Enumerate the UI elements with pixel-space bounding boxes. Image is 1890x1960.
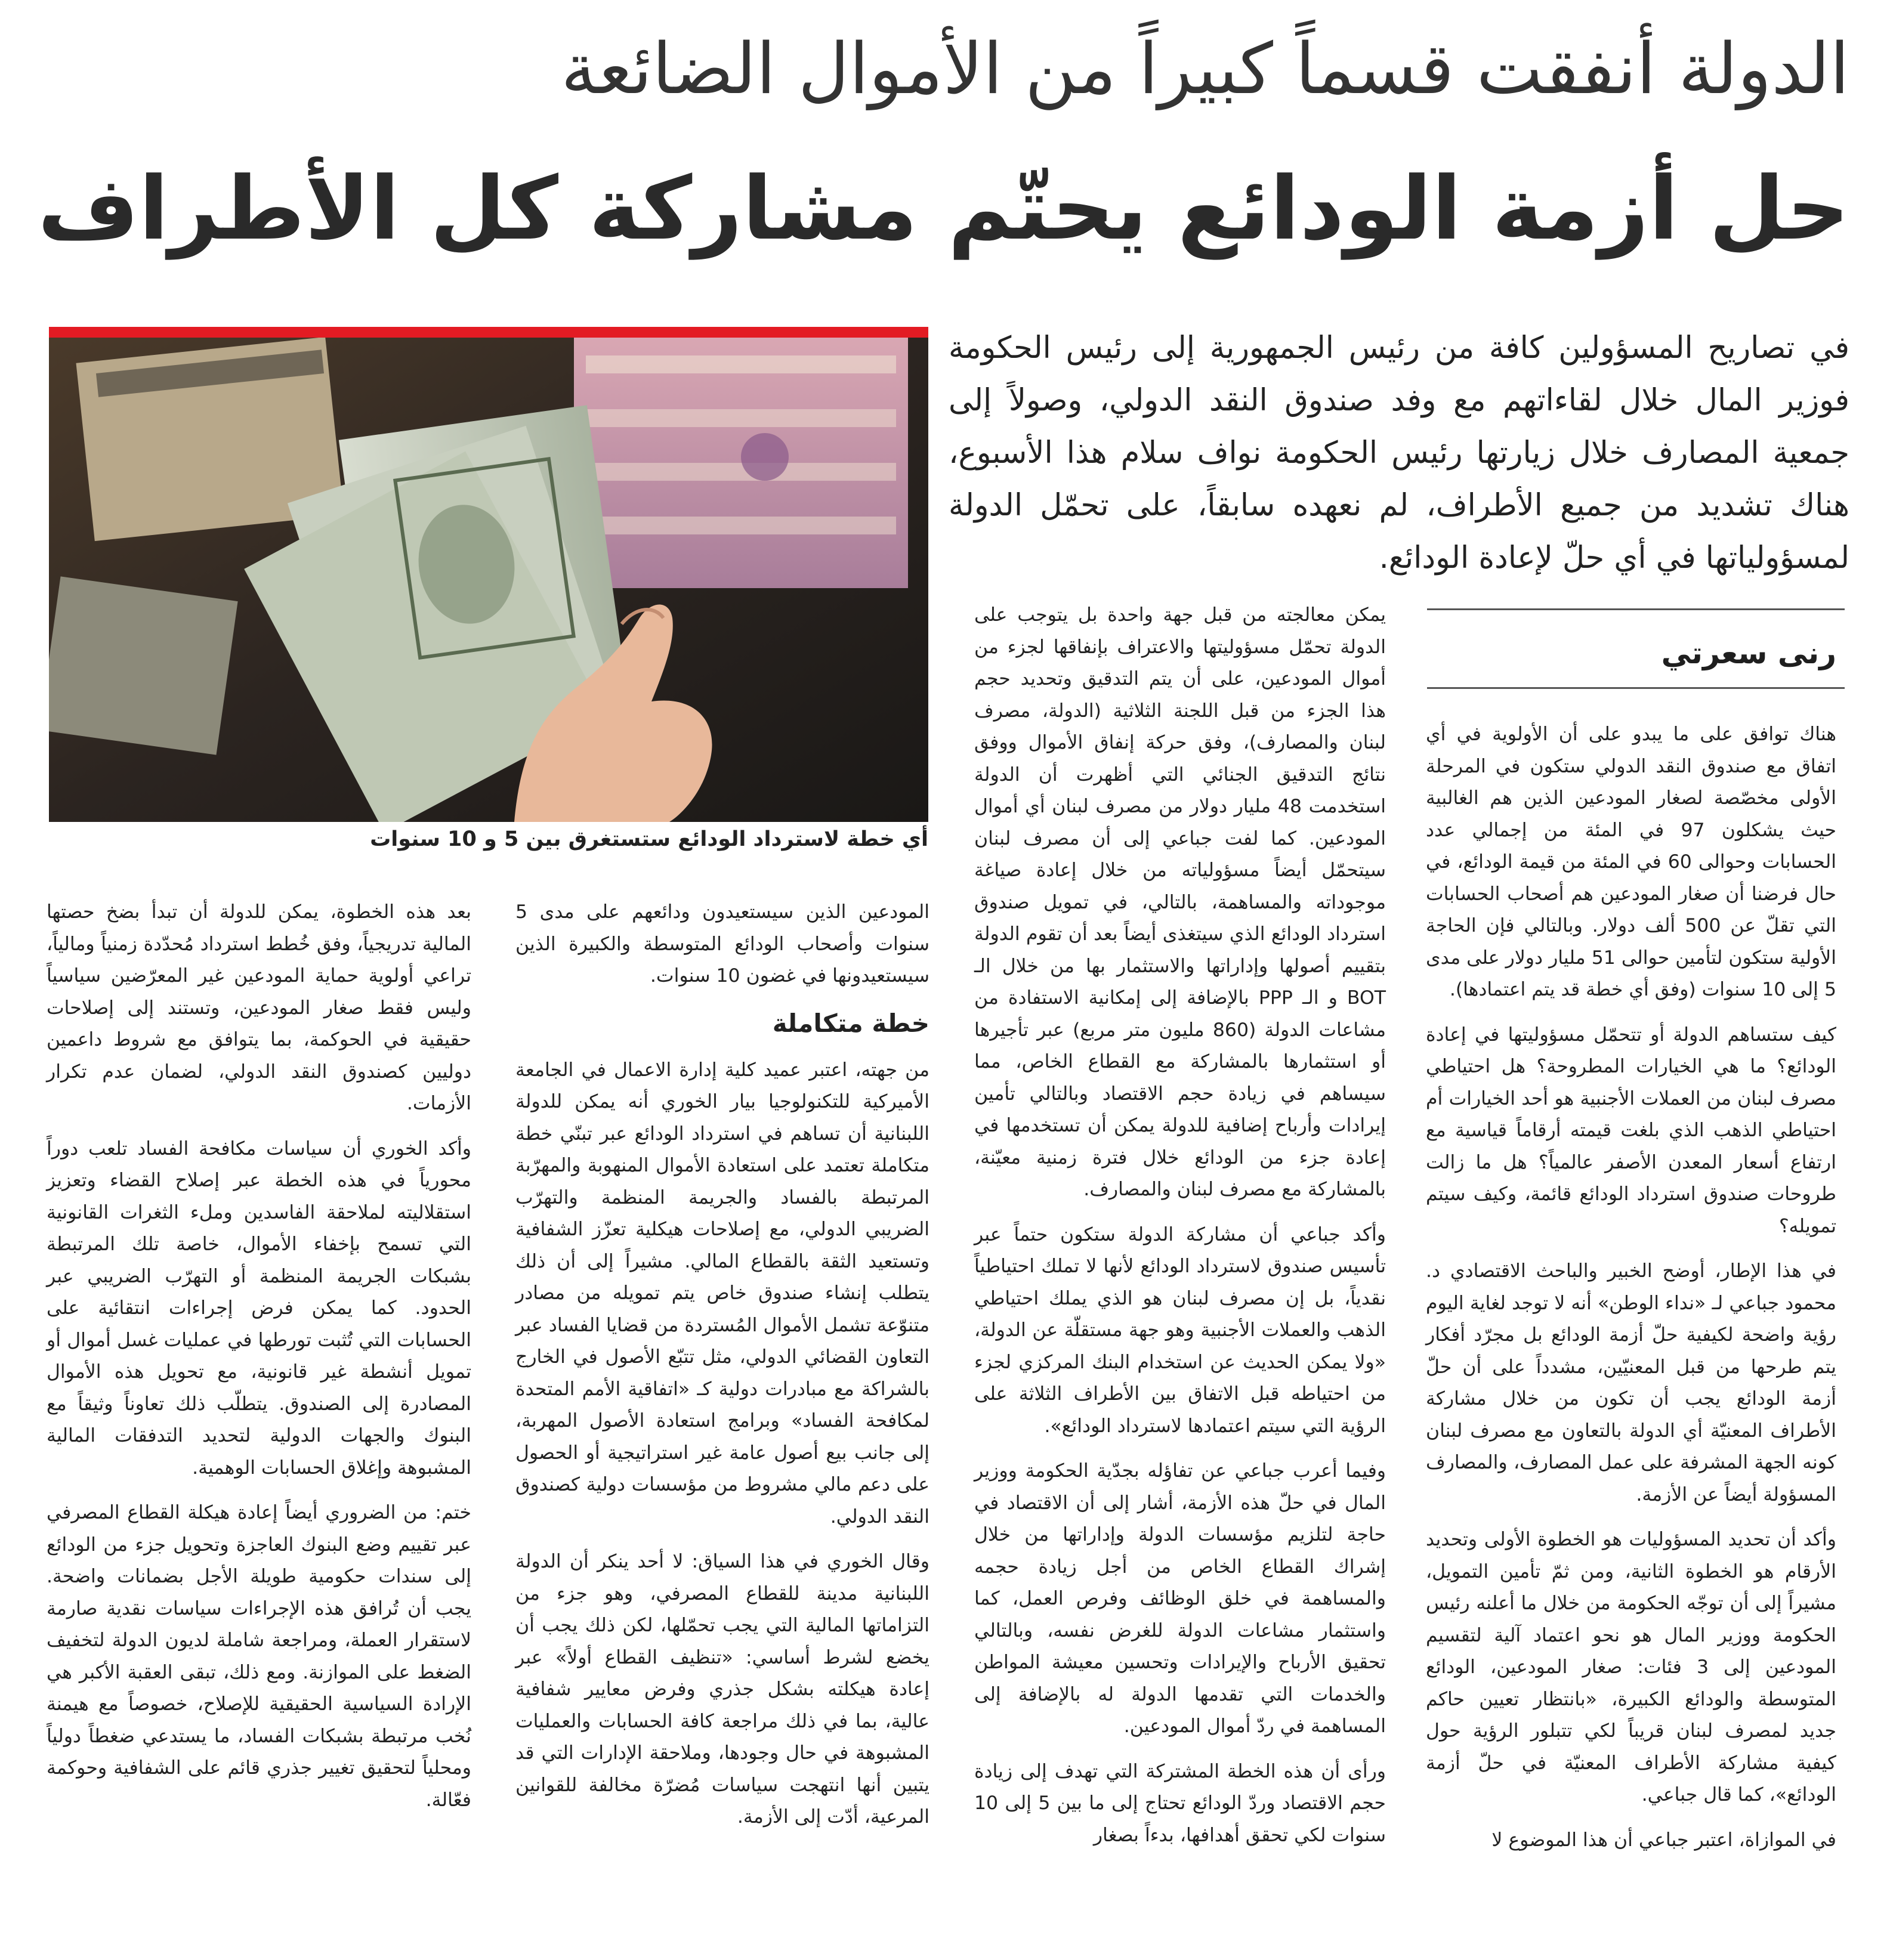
paragraph: ورأى أن هذه الخطة المشتركة التي تهدف إلى زيادة حجم الاقتصاد وردّ الودائع تحتاج إلى ما بين 5 إلى 10 سنوات لكي تحقق أهدافها، بدءاً بصغار (974, 1760, 1386, 1846)
photo-caption: أي خطة لاسترداد الودائع ستستغرق بين 5 و 10 سنوات (370, 827, 928, 851)
byline-rule-top (1427, 608, 1845, 610)
paragraph: وقال الخوري في هذا السياق: لا أحد ينكر أن الدولة اللبنانية مدينة للقطاع المصرفي، وهو جزء من التزاماتها المالية التي يجب تحمّلها، لكن ذلك يجب أن يخضع لشرط أساسي: «تنظيف القطاع أولاً» عبر إعادة هيكلته بشكل جذري وفرض معايير شفافية عالية، بما في ذلك مراجعة كافة الحسابات والعمليات المشبوهة في حال وجودها، وملاحقة الإدارات التي قد يتبين أنها انتهجت سياسات مُضرّة مخالفة للقوانين المرعية، أدّت إلى الأزمة. (515, 1551, 929, 1828)
money-banknotes-photo-icon (49, 338, 928, 822)
column-2 (974, 599, 1386, 1865)
paragraph: هناك توافق على ما يبدو على أن الأولوية في أي اتفاق مع صندوق النقد الدولي ستكون في المرحلة الأولى مخصّصة لصغار المودعين الذين هم الغالبية حيث يشكلون 97 في المئة من إجمالي عدد الحسابات وحوالى 60 في المئة من قيمة الودائع، في حال فرضنا أن صغار المودعين هم أصحاب الحسابات التي تقلّ عن 500 ألف دولار. وبالتالي فإن الحاجة الأولية ستكون لتأمين حوالى 51 مليار دولار على مدى 5 إلى 10 سنوات (وفق أي خطة قد يتم اعتمادها). (1426, 724, 1836, 1000)
paragraph: يمكن معالجته من قبل جهة واحدة بل يتوجب على الدولة تحمّل مسؤوليتها والاعتراف بإنفاقها لجزء من أموال المودعين، على أن يتم التدقيق وتحديد حجم هذا الجزء من قبل اللجنة الثلاثية (الدولة، مصرف لبنان والمصارف)، وفق حركة إنفاق الأموال ووفق نتائج التدقيق الجنائي التي أظهرت أن الدولة استخدمت 48 مليار دولار من مصرف لبنان أي أموال المودعين. كما لفت جباعي إلى أن مصرف لبنان سيتحمّل أيضاً مسؤولياته من خلال إعادة صياغة موجوداته والمساهمة، بالتالي، في تمويل صندوق استرداد الودائع الذي سيتغذى أيضاً بعد أن تقوم الدولة بتقييم أصولها وإداراتها والاستثمار بها من خلال الـ BOT و الـ PPP بالإضافة إلى إمكانية الاستفادة من مشاعات الدولة (860 مليون متر مربع) عبر تأجيرها أو استثمارها بالمشاركة مع القطاع الخاص، مما سيساهم في زيادة حجم الاقتصاد وبالتالي تأمين إيرادات وأرباح إضافية للدولة يمكن أن تستخدمها في إعادة جزء من الودائع خلال فترة زمنية معيّنة، بالمشاركة مع مصرف لبنان والمصارف. (974, 604, 1386, 1200)
subheading: خطة متكاملة (772, 1008, 929, 1038)
paragraph: في الموازاة، اعتبر جباعي أن هذا الموضوع لا (1491, 1829, 1836, 1851)
paragraph: ختم: من الضروري أيضاً إعادة هيكلة القطاع المصرفي عبر تقييم وضع البنوك العاجزة وتحويل جزء من الودائع إلى سندات حكومية طويلة الأجل بضمانات واضحة. يجب أن تُرافق هذه الإجراءات سياسات نقدية صارمة لاستقرار العملة، ومراجعة شاملة لديون الدولة لتخفيف الضغط على الموازنة. ومع ذلك، تبقى العقبة الأكبر هي الإرادة السياسية الحقيقية للإصلاح، خصوصاً مع هيمنة نُخب مرتبطة بشبكات الفساد، ما يستدعي ضغطاً دولياً ومحلياً لتحقيق تغيير جذري قائم على الشفافية وحوكمة فعّالة. (47, 1502, 471, 1811)
paragraph: من جهته، اعتبر عميد كلية إدارة الاعمال في الجامعة الأميركية للتكنولوجيا بيار الخوري أنه يمكن للدولة اللبنانية أن تساهم في استرداد الودائع عبر تبنّي خطة متكاملة تعتمد على استعادة الأموال المنهوبة والمهرّبة المرتبطة بالفساد والجريمة المنظمة والتهرّب الضريبي الدولي، مع إصلاحات هيكلية تعزّز الشفافية وتستعيد الثقة بالقطاع المالي. مشيراً إلى أن ذلك يتطلب إنشاء صندوق خاص يتم تمويله من مصادر متنوّعة تشمل الأموال المُستردة من قضايا الفساد عبر التعاون القضائي الدولي، مثل تتبّع الأصول في الخارج بالشراكة مع مبادرات دولية كـ «اتفاقية الأمم المتحدة لمكافحة الفساد» وبرامج استعادة الأصول المهربة، إلى جانب بيع أصول عامة غير استراتيجية أو الحصول على دعم مالي مشروط من مؤسسات دولية كصندوق النقد الدولي. (515, 1059, 929, 1528)
paragraph: في هذا الإطار، أوضح الخبير والباحث الاقتصادي د. محمود جباعي لـ «نداء الوطن» أنه لا توجد لغاية اليوم رؤية واضحة لكيفية حلّ أزمة الودائع بل مجرّد أفكار يتم طرحها من قبل المعنيّين، مشدداً على أن حلّ أزمة الودائع يجب أن تكون من خلال مشاركة الأطراف المعنيّة أي الدولة بالتعاون مع مصرف لبنان كونه الجهة المشرفة على عمل المصارف، والمصارف المسؤولة أيضاً عن الأزمة. (1426, 1260, 1836, 1505)
article-photo (49, 327, 928, 822)
paragraph: المودعين الذين سيستعيدون ودائعهم على مدى 5 سنوات وأصحاب الودائع المتوسطة والكبيرة الذين سيستعيدونها في غضون 10 سنوات. (515, 901, 929, 987)
photo-red-rule (49, 327, 928, 338)
paragraph: وأكد جباعي أن مشاركة الدولة ستكون حتماً عبر تأسيس صندوق لاسترداد الودائع لأنها لا تملك احتياطياً نقدياً، بل إن مصرف لبنان هو الذي يملك احتياطي الذهب والعملات الأجنبية وهو جهة مستقلّة عن الدولة، «ولا يمكن الحديث عن استخدام البنك المركزي لجزء من احتياطه قبل الاتفاق بين الأطراف الثلاثة على الرؤية التي سيتم اعتمادها لاسترداد الودائع». (974, 1223, 1386, 1437)
lead-paragraph (949, 322, 1849, 585)
lead-text: في تصاريح المسؤولين كافة من رئيس الجمهورية إلى رئيس الحكومة فوزير المال خلال لقاءاتهم مع وفد صندوق النقد الدولي، وصولاً إلى جمعية المصارف خلال زيارتها رئيس الحكومة نواف سلام هذا الأسبوع، هناك تشديد من جميع الأطراف، لم نعهده سابقاً، على تحمّل الدولة لمسؤولياتها في أي حلّ لإعادة الودائع. (949, 330, 1849, 576)
column-4 (47, 896, 471, 1829)
main-headline: حل أزمة الودائع يحتّم مشاركة كل الأطراف (38, 158, 1849, 259)
byline-rule-bottom (1427, 687, 1845, 689)
paragraph: وأكد أن تحديد المسؤوليات هو الخطوة الأولى وتحديد الأرقام هو الخطوة الثانية، ومن ثمّ تأمين التمويل، مشيراً إلى أن توجّه الحكومة من خلال ما أعلنه رئيس الحكومة ووزير المال هو نحو اعتماد آلية لتقسيم المودعين إلى 3 فئات: صغار المودعين، الودائع المتوسطة والودائع الكبيرة، «بانتظار تعيين حاكم جديد لمصرف لبنان قريباً لكي تتبلور الرؤية حول كيفية مشاركة الأطراف المعنيّة في حلّ أزمة الودائع»، كما قال جباعي. (1426, 1529, 1836, 1806)
paragraph: وأكد الخوري أن سياسات مكافحة الفساد تلعب دوراً محورياً في هذه الخطة عبر إصلاح القضاء وتعزيز استقلاليته لملاحقة الفاسدين وملء الثغرات القانونية التي تسمح بإخفاء الأموال، خاصة تلك المرتبطة بشبكات الجريمة المنظمة أو التهرّب الضريبي عبر الحدود. كما يمكن فرض إجراءات انتقائية على الحسابات التي تُثبت تورطها في عمليات غسل أموال أو تمويل أنشطة غير قانونية، مع تحويل هذه الأموال المصادرة إلى الصندوق. يتطلّب ذلك تعاوناً وثيقاً مع البنوك والجهات الدولية لتحديد التدفقات المالية المشبوهة وإغلاق الحسابات الوهمية. (47, 1137, 471, 1479)
paragraph: كيف ستساهم الدولة أو تتحمّل مسؤوليتها في إعادة الودائع؟ ما هي الخيارات المطروحة؟ هل احتياطي مصرف لبنان من العملات الأجنبية هو أحد الخيارات أم احتياطي الذهب الذي بلغت قيمته أرقاماً قياسية مع ارتفاع أسعار المعدن الأصفر عالمياً؟ هل ما زالت طروحات صندوق استرداد الودائع قائمة، وكيف سيتم تمويله؟ (1426, 1024, 1836, 1237)
kicker-headline: الدولة أنفقت قسماً كبيراً من الأموال الضائعة (561, 27, 1849, 110)
column-1 (1426, 719, 1836, 1869)
column-3 (515, 896, 929, 1847)
paragraph: وفيما أعرب جباعي عن تفاؤله بجدّية الحكومة ووزير المال في حلّ هذه الأزمة، أشار إلى أن الاقتصاد في حاجة لتلزيم مؤسسات الدولة وإداراتها من خلال إشراك القطاع الخاص من أجل زيادة حجمه والمساهمة في خلق الوظائف وفرص العمل، كما واستثمار مشاعات الدولة للغرض نفسه، وبالتالي تحقيق الأرباح والإيرادات وتحسين معيشة المواطن والخدمات التي تقدمها الدولة له بالإضافة إلى المساهمة في ردّ أموال المودعين. (974, 1460, 1386, 1737)
paragraph: بعد هذه الخطوة، يمكن للدولة أن تبدأ بضخ حصتها المالية تدريجياً، وفق خُطط استرداد مُحدّدة زمنياً ومالياً، تراعي أولوية حماية المودعين غير المعرّضين سياسياً وليس فقط صغار المودعين، وتستند إلى إصلاحات حقيقية في الحوكمة، بما يتوافق مع شروط داعمين دوليين كصندوق النقد الدولي، لضمان عدم تكرار الأزمات. (47, 901, 471, 1114)
byline: رنى سعرتي (1661, 636, 1836, 670)
